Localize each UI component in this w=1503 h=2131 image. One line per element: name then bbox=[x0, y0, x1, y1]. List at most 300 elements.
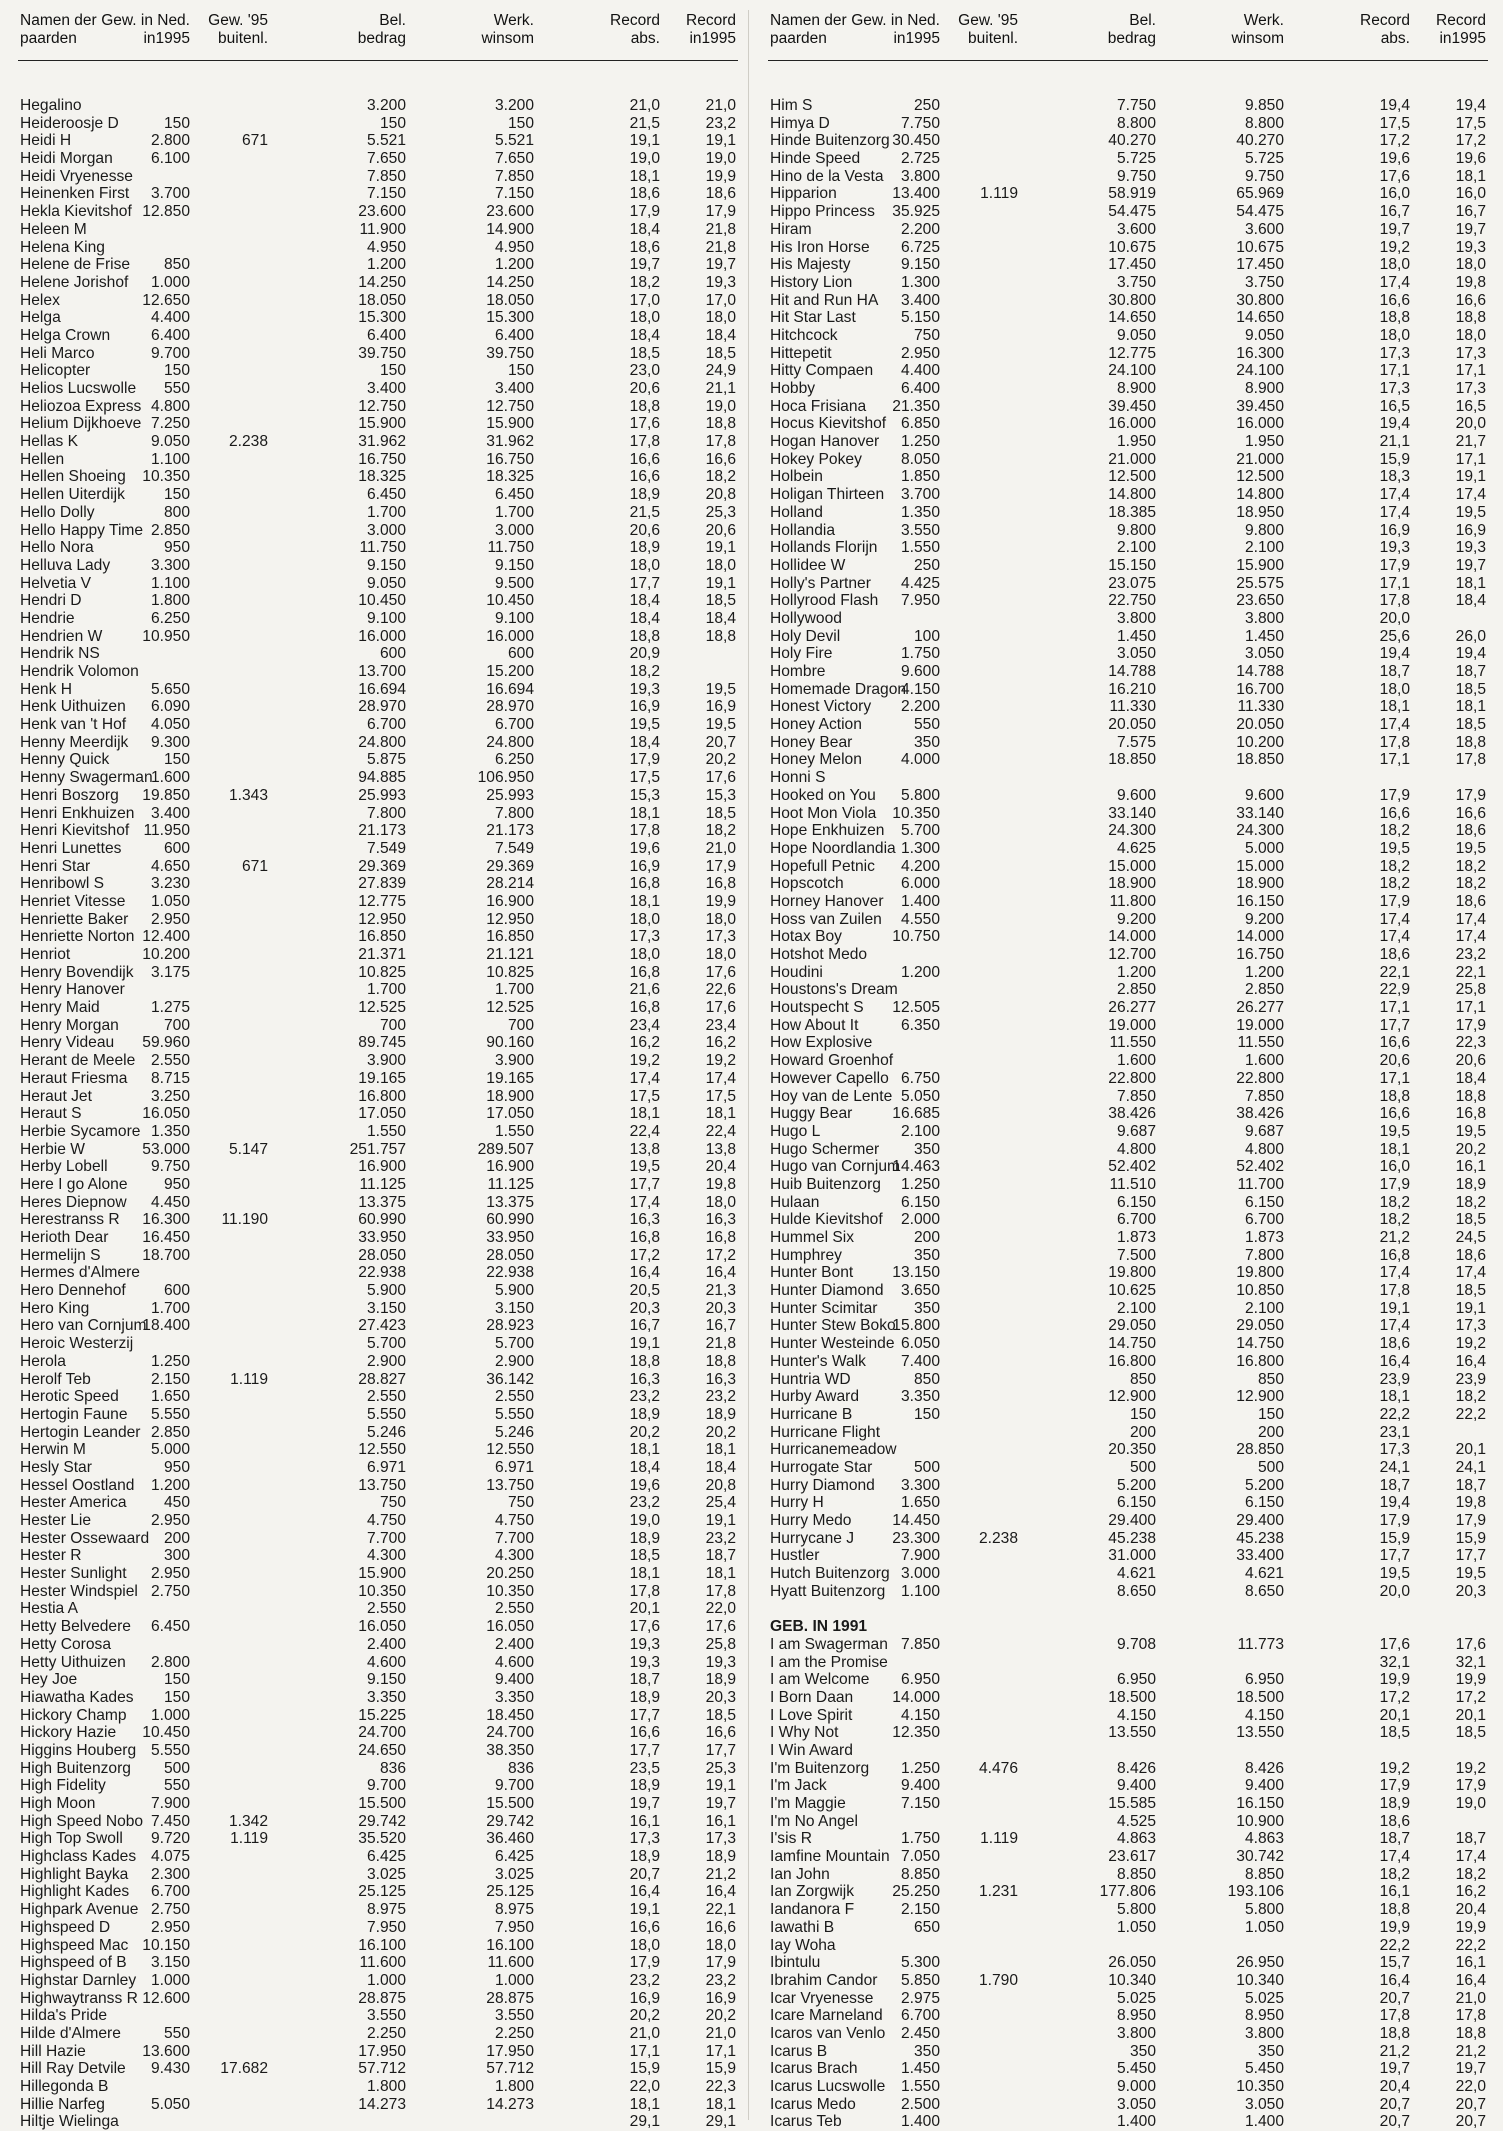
table-row bbox=[768, 1141, 1488, 1159]
record-abs: 22,0 bbox=[629, 2078, 660, 2095]
gew-ned: 3.300 bbox=[150, 556, 190, 574]
record-1995: 19,0 bbox=[705, 397, 736, 415]
record-1995: 17,1 bbox=[1455, 999, 1486, 1017]
bel-bedrag: 11.510 bbox=[1109, 1175, 1156, 1193]
header-bel: Bel. bedrag bbox=[1107, 12, 1156, 47]
record-abs: 17,8 bbox=[1379, 2007, 1410, 2025]
horse-name: Icarus B bbox=[770, 2042, 828, 2060]
bel-bedrag: 94.885 bbox=[358, 769, 406, 787]
bel-bedrag: 7.549 bbox=[366, 839, 406, 857]
bel-bedrag: 16.850 bbox=[358, 928, 406, 946]
header-werk: Werk. winsom bbox=[481, 12, 534, 47]
table-row bbox=[768, 1848, 1488, 1866]
record-1995: 23,4 bbox=[705, 1016, 736, 1034]
gew-ned: 23.300 bbox=[892, 1529, 940, 1547]
record-abs: 18,9 bbox=[629, 1848, 660, 1866]
gew-ned: 6.700 bbox=[900, 2007, 940, 2025]
table-row bbox=[18, 256, 738, 274]
record-1995: 18,5 bbox=[705, 344, 736, 362]
table-row bbox=[18, 2007, 738, 2025]
table-row bbox=[768, 239, 1488, 257]
record-1995: 17,4 bbox=[1455, 1264, 1486, 1282]
werk-winsom: 4.621 bbox=[1244, 1565, 1284, 1583]
table-row bbox=[18, 1105, 738, 1123]
record-abs: 18,9 bbox=[629, 1529, 660, 1547]
record-1995: 17,4 bbox=[1455, 910, 1486, 928]
gew-ned: 100 bbox=[913, 627, 940, 645]
werk-winsom: 1.550 bbox=[494, 1122, 534, 1140]
horse-name: Hunter Scimitar bbox=[770, 1299, 878, 1317]
werk-winsom: 28.050 bbox=[486, 1246, 534, 1264]
horse-name: Him S bbox=[770, 97, 813, 114]
rows-left bbox=[18, 97, 738, 2131]
werk-winsom: 8.850 bbox=[1244, 1865, 1284, 1883]
gew-ned: 3.230 bbox=[150, 875, 190, 893]
record-1995: 19,5 bbox=[1455, 1565, 1486, 1583]
horse-name: Hiltje Wielinga bbox=[20, 2113, 119, 2131]
table-row bbox=[768, 1724, 1488, 1742]
horse-name: Helluva Lady bbox=[20, 556, 111, 574]
table-row bbox=[768, 1901, 1488, 1919]
bel-bedrag: 3.025 bbox=[366, 1865, 406, 1883]
record-1995: 18,5 bbox=[1455, 1724, 1486, 1742]
record-abs: 16,6 bbox=[1379, 1034, 1410, 1052]
record-1995: 18,8 bbox=[1455, 1087, 1486, 1105]
horse-name: Herbie Sycamore bbox=[20, 1122, 141, 1140]
bel-bedrag: 12.775 bbox=[358, 892, 406, 910]
record-1995: 18,5 bbox=[705, 1706, 736, 1724]
record-abs: 16,6 bbox=[1379, 291, 1410, 309]
horse-name: Highstar Darnley bbox=[20, 1971, 137, 1989]
gew-buit: 1.119 bbox=[230, 1370, 268, 1388]
horse-name: Hermes d'Almere bbox=[20, 1264, 140, 1282]
record-1995: 18,2 bbox=[1455, 1865, 1486, 1883]
werk-winsom: 10.825 bbox=[486, 963, 534, 981]
record-abs: 18,6 bbox=[629, 238, 660, 256]
record-1995: 18,5 bbox=[1455, 680, 1486, 698]
record-1995: 20,2 bbox=[705, 2007, 736, 2025]
record-abs: 16,6 bbox=[1379, 804, 1410, 822]
record-1995: 19,2 bbox=[1455, 1759, 1486, 1777]
record-1995: 18,6 bbox=[705, 185, 736, 203]
horse-name: Hilde d'Almere bbox=[20, 2024, 121, 2042]
bel-bedrag: 11.125 bbox=[359, 1175, 406, 1193]
table-row bbox=[768, 1282, 1488, 1300]
horse-name: Herotic Speed bbox=[20, 1388, 119, 1406]
gew-ned: 5.550 bbox=[150, 1405, 190, 1423]
werk-winsom: 4.150 bbox=[1244, 1706, 1284, 1724]
werk-winsom: 2.900 bbox=[494, 1352, 534, 1370]
table-row bbox=[18, 185, 738, 203]
bel-bedrag: 18.500 bbox=[1108, 1688, 1156, 1706]
horse-name: Hurricane B bbox=[770, 1405, 853, 1423]
werk-winsom: 10.350 bbox=[486, 1582, 534, 1600]
werk-winsom: 12.950 bbox=[486, 910, 534, 928]
horse-name: Holbein bbox=[770, 468, 823, 486]
gew-ned: 16.050 bbox=[142, 1105, 190, 1123]
horse-name: Hessel Oostland bbox=[20, 1476, 135, 1494]
gew-ned: 5.000 bbox=[150, 1441, 190, 1459]
bel-bedrag: 11.900 bbox=[359, 220, 406, 238]
table-row bbox=[768, 1512, 1488, 1530]
record-abs: 18,0 bbox=[629, 1936, 660, 1954]
record-1995: 19,7 bbox=[705, 1795, 736, 1812]
werk-winsom: 4.750 bbox=[494, 1512, 534, 1529]
table-row bbox=[18, 327, 738, 345]
werk-winsom: 11.125 bbox=[487, 1175, 534, 1193]
record-1995: 18,0 bbox=[705, 910, 736, 928]
werk-winsom: 7.700 bbox=[494, 1529, 534, 1547]
horse-name: Hopefull Petnic bbox=[770, 857, 875, 875]
record-abs: 16,6 bbox=[629, 468, 660, 486]
werk-winsom: 18.850 bbox=[1236, 751, 1284, 769]
record-1995: 20,3 bbox=[705, 1299, 736, 1317]
table-row bbox=[18, 1176, 738, 1194]
table-row bbox=[18, 1070, 738, 1088]
bel-bedrag: 850 bbox=[1129, 1370, 1156, 1388]
werk-winsom: 12.900 bbox=[1236, 1388, 1284, 1406]
record-abs: 17,9 bbox=[1379, 1512, 1410, 1529]
horse-name: Hinde Speed bbox=[770, 150, 861, 168]
werk-winsom: 36.142 bbox=[486, 1370, 534, 1388]
bel-bedrag: 39.750 bbox=[358, 344, 406, 362]
header-gew-ned: Gew. in Ned. in1995 bbox=[851, 12, 940, 47]
werk-winsom: 500 bbox=[1257, 1458, 1284, 1476]
gew-ned: 6.400 bbox=[150, 326, 190, 344]
record-abs: 18,0 bbox=[629, 946, 660, 963]
record-1995: 16,8 bbox=[1455, 1105, 1486, 1123]
gew-ned: 2.950 bbox=[900, 344, 940, 362]
werk-winsom: 9.400 bbox=[1244, 1777, 1284, 1795]
table-row bbox=[18, 1017, 738, 1035]
table-row bbox=[18, 362, 738, 380]
werk-winsom: 26.277 bbox=[1236, 999, 1284, 1017]
horse-name: I am Swagerman bbox=[770, 1635, 888, 1653]
table-row bbox=[768, 2078, 1488, 2096]
horse-name: Hunter Bont bbox=[770, 1264, 854, 1282]
gew-ned: 450 bbox=[163, 1494, 190, 1512]
werk-winsom: 25.575 bbox=[1236, 574, 1284, 592]
record-1995: 24,5 bbox=[1455, 1229, 1486, 1246]
record-abs: 18,4 bbox=[629, 592, 660, 610]
werk-winsom: 16.850 bbox=[486, 928, 534, 946]
record-1995: 21,0 bbox=[705, 97, 736, 114]
werk-winsom: 23.600 bbox=[486, 203, 534, 221]
gew-ned: 2.100 bbox=[900, 1122, 940, 1140]
gew-ned: 3.400 bbox=[150, 804, 190, 822]
bel-bedrag: 5.246 bbox=[366, 1423, 406, 1441]
gew-ned: 7.900 bbox=[900, 1547, 940, 1565]
gew-buit: 671 bbox=[241, 132, 268, 150]
gew-ned: 6.850 bbox=[900, 415, 940, 433]
gew-ned: 6.090 bbox=[150, 698, 190, 716]
bel-bedrag: 750 bbox=[379, 1494, 406, 1512]
record-abs: 17,8 bbox=[629, 1582, 660, 1600]
bel-bedrag: 26.277 bbox=[1108, 999, 1156, 1017]
gew-buit: 2.238 bbox=[228, 433, 268, 451]
record-1995: 19,5 bbox=[705, 716, 736, 734]
record-abs: 16,8 bbox=[629, 875, 660, 893]
header-rec-abs: Record abs. bbox=[610, 12, 660, 47]
horse-name: Herioth Dear bbox=[20, 1229, 109, 1246]
bel-bedrag: 9.687 bbox=[1116, 1122, 1156, 1140]
table-row bbox=[18, 1760, 738, 1778]
table-row bbox=[768, 1123, 1488, 1141]
horse-name: Hocus Kievitshof bbox=[770, 415, 887, 433]
gew-ned: 4.150 bbox=[900, 1706, 940, 1724]
bel-bedrag: 9.050 bbox=[1116, 326, 1156, 344]
table-row bbox=[18, 203, 738, 221]
record-abs: 18,8 bbox=[1379, 1087, 1410, 1105]
werk-winsom: 90.160 bbox=[486, 1034, 534, 1052]
gew-ned: 5.050 bbox=[150, 2095, 190, 2113]
record-abs: 18,1 bbox=[629, 804, 660, 822]
table-row bbox=[18, 1565, 738, 1583]
table-row bbox=[18, 539, 738, 557]
werk-winsom: 6.425 bbox=[494, 1848, 534, 1866]
table-row bbox=[18, 1194, 738, 1212]
gew-ned: 250 bbox=[913, 97, 940, 114]
horse-name: Hooked on You bbox=[770, 786, 876, 804]
horse-name: Hipparion bbox=[770, 185, 837, 203]
bel-bedrag: 6.971 bbox=[366, 1458, 406, 1476]
werk-winsom: 33.950 bbox=[486, 1229, 534, 1246]
werk-winsom: 3.350 bbox=[494, 1688, 534, 1706]
record-abs: 22,4 bbox=[629, 1122, 660, 1140]
table-row bbox=[768, 1707, 1488, 1725]
bel-bedrag: 5.550 bbox=[366, 1405, 406, 1423]
record-1995: 19,3 bbox=[705, 273, 736, 291]
table-row bbox=[18, 1972, 738, 1990]
bel-bedrag: 24.700 bbox=[358, 1724, 406, 1742]
gew-ned: 25.250 bbox=[892, 1883, 940, 1901]
bel-bedrag: 14.650 bbox=[1108, 309, 1156, 327]
table-row bbox=[18, 805, 738, 823]
table-row bbox=[768, 1264, 1488, 1282]
horse-name: His Majesty bbox=[770, 256, 851, 274]
record-1995: 18,9 bbox=[705, 1848, 736, 1866]
horse-name: Highlight Kades bbox=[20, 1883, 130, 1901]
horse-name: Hey Joe bbox=[20, 1671, 78, 1689]
gew-ned: 1.350 bbox=[900, 503, 940, 521]
bel-bedrag: 12.750 bbox=[358, 397, 406, 415]
record-abs: 19,2 bbox=[1379, 238, 1410, 256]
table-row bbox=[768, 1813, 1488, 1831]
werk-winsom: 65.969 bbox=[1236, 185, 1284, 203]
record-abs: 17,3 bbox=[1379, 344, 1410, 362]
gew-ned: 1.750 bbox=[900, 645, 940, 663]
table-row bbox=[768, 1654, 1488, 1672]
table-row bbox=[768, 1671, 1488, 1689]
werk-winsom: 750 bbox=[507, 1494, 534, 1512]
gew-ned: 6.350 bbox=[900, 1016, 940, 1034]
horse-name: Hendrie bbox=[20, 609, 75, 627]
bel-bedrag: 10.675 bbox=[1108, 238, 1156, 256]
horse-name: High Buitenzorg bbox=[20, 1759, 131, 1777]
gew-ned: 1.000 bbox=[150, 1706, 190, 1724]
record-abs: 16,6 bbox=[629, 450, 660, 468]
bel-bedrag: 150 bbox=[1129, 1405, 1156, 1423]
werk-winsom: 17.950 bbox=[486, 2042, 534, 2060]
horse-name: Highspeed Mac bbox=[20, 1936, 129, 1954]
table-row bbox=[18, 1335, 738, 1353]
gew-ned: 21.350 bbox=[892, 397, 940, 415]
werk-winsom: 836 bbox=[507, 1759, 534, 1777]
table-row bbox=[768, 911, 1488, 929]
bel-bedrag: 28.875 bbox=[358, 1989, 406, 2007]
record-abs: 16,3 bbox=[629, 1370, 660, 1388]
werk-winsom: 12.750 bbox=[486, 397, 534, 415]
bel-bedrag: 13.750 bbox=[358, 1476, 406, 1494]
bel-bedrag: 39.450 bbox=[1108, 397, 1156, 415]
table-row bbox=[18, 1707, 738, 1725]
record-1995: 18,1 bbox=[1455, 167, 1486, 185]
record-abs: 17,4 bbox=[1379, 486, 1410, 504]
horse-name: Hitchcock bbox=[770, 326, 838, 344]
table-row bbox=[768, 345, 1488, 363]
bel-bedrag: 19.165 bbox=[358, 1069, 406, 1087]
horse-name: Hitty Compaen bbox=[770, 362, 874, 380]
gew-ned: 3.400 bbox=[900, 291, 940, 309]
table-row bbox=[18, 1123, 738, 1141]
werk-winsom: 13.750 bbox=[486, 1476, 534, 1494]
record-1995: 16,0 bbox=[1455, 185, 1486, 203]
horse-name: Henri Boszorg bbox=[20, 786, 119, 804]
gew-ned: 14.463 bbox=[892, 1158, 940, 1176]
record-1995: 17,3 bbox=[705, 928, 736, 946]
werk-winsom: 57.712 bbox=[486, 2060, 534, 2078]
record-abs: 19,0 bbox=[629, 1512, 660, 1529]
werk-winsom: 24.300 bbox=[1236, 822, 1284, 840]
horse-name: Hellas K bbox=[20, 433, 79, 451]
record-abs: 15,9 bbox=[629, 2060, 660, 2078]
record-abs: 17,4 bbox=[1379, 1317, 1410, 1335]
bel-bedrag: 11.550 bbox=[1109, 1034, 1156, 1052]
record-1995: 17,8 bbox=[1455, 2007, 1486, 2025]
bel-bedrag: 2.400 bbox=[366, 1635, 406, 1653]
werk-winsom: 3.600 bbox=[1244, 220, 1284, 238]
record-abs: 18,2 bbox=[1379, 857, 1410, 875]
record-1995: 21,8 bbox=[705, 1335, 736, 1353]
bel-bedrag: 18.050 bbox=[358, 291, 406, 309]
bel-bedrag: 10.340 bbox=[1108, 1971, 1156, 1989]
horse-name: Henry Maid bbox=[20, 999, 100, 1017]
table-row bbox=[768, 185, 1488, 203]
gew-ned: 2.150 bbox=[150, 1370, 190, 1388]
horse-name: Hogan Hanover bbox=[770, 433, 880, 451]
record-1995: 25,8 bbox=[1455, 981, 1486, 999]
gew-ned: 3.700 bbox=[150, 185, 190, 203]
werk-winsom: 38.350 bbox=[486, 1741, 534, 1759]
horse-name: Hellen Uiterdijk bbox=[20, 486, 125, 504]
gew-ned: 1.650 bbox=[150, 1388, 190, 1406]
bel-bedrag: 150 bbox=[379, 114, 406, 132]
gew-ned: 600 bbox=[163, 839, 190, 857]
gew-ned: 1.100 bbox=[150, 450, 190, 468]
record-abs: 18,8 bbox=[629, 397, 660, 415]
horse-name: Hunter Westeinde bbox=[770, 1335, 895, 1353]
horse-name: Honni S bbox=[770, 769, 826, 787]
record-abs: 18,8 bbox=[1379, 1901, 1410, 1919]
record-1995: 20,2 bbox=[705, 1423, 736, 1441]
horse-name: Houtspecht S bbox=[770, 999, 864, 1017]
record-abs: 23,4 bbox=[629, 1016, 660, 1034]
gew-buit: 1.119 bbox=[980, 1830, 1018, 1848]
record-1995: 17,9 bbox=[1455, 1512, 1486, 1529]
bel-bedrag: 1.600 bbox=[1116, 1052, 1156, 1070]
record-abs: 18,8 bbox=[1379, 2024, 1410, 2042]
bel-bedrag: 23.600 bbox=[358, 203, 406, 221]
table-row bbox=[18, 292, 738, 310]
horse-name: Hello Dolly bbox=[20, 503, 95, 521]
horse-name: Hunter Stew Boko bbox=[770, 1317, 896, 1335]
table-row bbox=[18, 2113, 738, 2131]
record-1995: 19,7 bbox=[1455, 556, 1486, 574]
table-row bbox=[768, 751, 1488, 769]
gew-ned: 5.700 bbox=[900, 822, 940, 840]
bel-bedrag: 3.600 bbox=[1116, 220, 1156, 238]
gew-buit: 1.119 bbox=[980, 185, 1018, 203]
bel-bedrag: 57.712 bbox=[358, 2060, 406, 2078]
horse-name: Homemade Dragon bbox=[770, 680, 907, 698]
werk-winsom: 150 bbox=[507, 114, 534, 132]
table-row bbox=[768, 1424, 1488, 1442]
horse-name: Hellen Shoeing bbox=[20, 468, 126, 486]
gew-ned: 7.850 bbox=[900, 1635, 940, 1653]
record-abs: 21,0 bbox=[629, 97, 660, 114]
gew-ned: 18.700 bbox=[142, 1246, 190, 1264]
gew-ned: 6.725 bbox=[900, 238, 940, 256]
record-1995: 17,7 bbox=[705, 1741, 736, 1759]
record-1995: 21,0 bbox=[705, 839, 736, 857]
table-row bbox=[768, 1742, 1488, 1760]
gew-ned: 3.700 bbox=[900, 486, 940, 504]
werk-winsom: 16.750 bbox=[486, 450, 534, 468]
bel-bedrag: 31.000 bbox=[1108, 1547, 1156, 1565]
werk-winsom: 9.500 bbox=[494, 574, 534, 592]
record-abs: 20,6 bbox=[629, 380, 660, 397]
bel-bedrag: 13.700 bbox=[358, 663, 406, 680]
werk-winsom: 16.900 bbox=[486, 1158, 534, 1176]
bel-bedrag: 15.300 bbox=[358, 309, 406, 327]
werk-winsom: 3.550 bbox=[494, 2007, 534, 2025]
bel-bedrag: 15.150 bbox=[1108, 556, 1156, 574]
record-abs: 20,3 bbox=[629, 1299, 660, 1317]
record-abs: 19,7 bbox=[1379, 220, 1410, 238]
gew-ned: 2.950 bbox=[150, 1918, 190, 1936]
table-row bbox=[18, 1689, 738, 1707]
record-1995: 21,8 bbox=[705, 220, 736, 238]
table-row bbox=[768, 858, 1488, 876]
werk-winsom: 289.507 bbox=[477, 1140, 534, 1158]
table-row bbox=[18, 1583, 738, 1601]
record-abs: 16,0 bbox=[1379, 185, 1410, 203]
record-abs: 17,8 bbox=[1379, 1282, 1410, 1300]
record-abs: 17,6 bbox=[1379, 167, 1410, 185]
record-abs: 18,7 bbox=[1379, 1830, 1410, 1848]
werk-winsom: 3.800 bbox=[1244, 2024, 1284, 2042]
horse-name: Helena King bbox=[20, 238, 105, 256]
bel-bedrag: 5.025 bbox=[1116, 1989, 1156, 2007]
table-row bbox=[18, 716, 738, 734]
table-row bbox=[768, 1194, 1488, 1212]
record-abs: 17,1 bbox=[1379, 574, 1410, 592]
record-1995: 18,5 bbox=[1455, 1282, 1486, 1300]
horse-name: Highwaytranss R bbox=[20, 1989, 138, 2007]
horse-name: Hill Hazie bbox=[20, 2042, 86, 2060]
gew-ned: 7.750 bbox=[900, 114, 940, 132]
werk-winsom: 3.900 bbox=[494, 1052, 534, 1070]
